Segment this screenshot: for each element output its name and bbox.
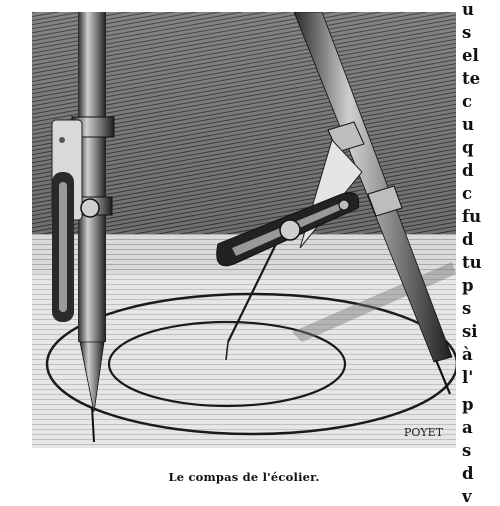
side-text-line: d xyxy=(462,230,474,249)
engraving-illustration xyxy=(32,12,456,448)
side-text-line: s xyxy=(462,299,472,318)
side-text-line: el xyxy=(462,46,479,65)
side-text-line: u xyxy=(462,0,474,19)
figure-caption: Le compas de l'écolier. xyxy=(168,470,320,484)
side-text-line: q xyxy=(462,138,474,157)
side-text-line: d xyxy=(462,161,474,180)
side-text-line: a xyxy=(462,418,473,437)
compass-engraving xyxy=(32,12,456,448)
side-text-line: c xyxy=(462,92,473,111)
side-text-line: fu xyxy=(462,207,482,226)
side-text-line: p xyxy=(462,276,474,295)
side-text-line: à xyxy=(462,345,473,364)
side-text-line: l' xyxy=(462,368,474,387)
side-text-line: u xyxy=(462,115,474,134)
side-text-line: s xyxy=(462,441,472,460)
side-text-line: p xyxy=(462,395,474,414)
side-text-line: tu xyxy=(462,253,482,272)
side-text-line: si xyxy=(462,322,478,341)
engraver-signature: POYET xyxy=(404,426,444,439)
side-text-line: c xyxy=(462,184,473,203)
side-text-line: d xyxy=(462,464,474,483)
side-text-line: v xyxy=(462,487,472,506)
cropped-text-column xyxy=(462,0,500,506)
side-text-line: te xyxy=(462,69,481,88)
side-text-line: s xyxy=(462,23,472,42)
